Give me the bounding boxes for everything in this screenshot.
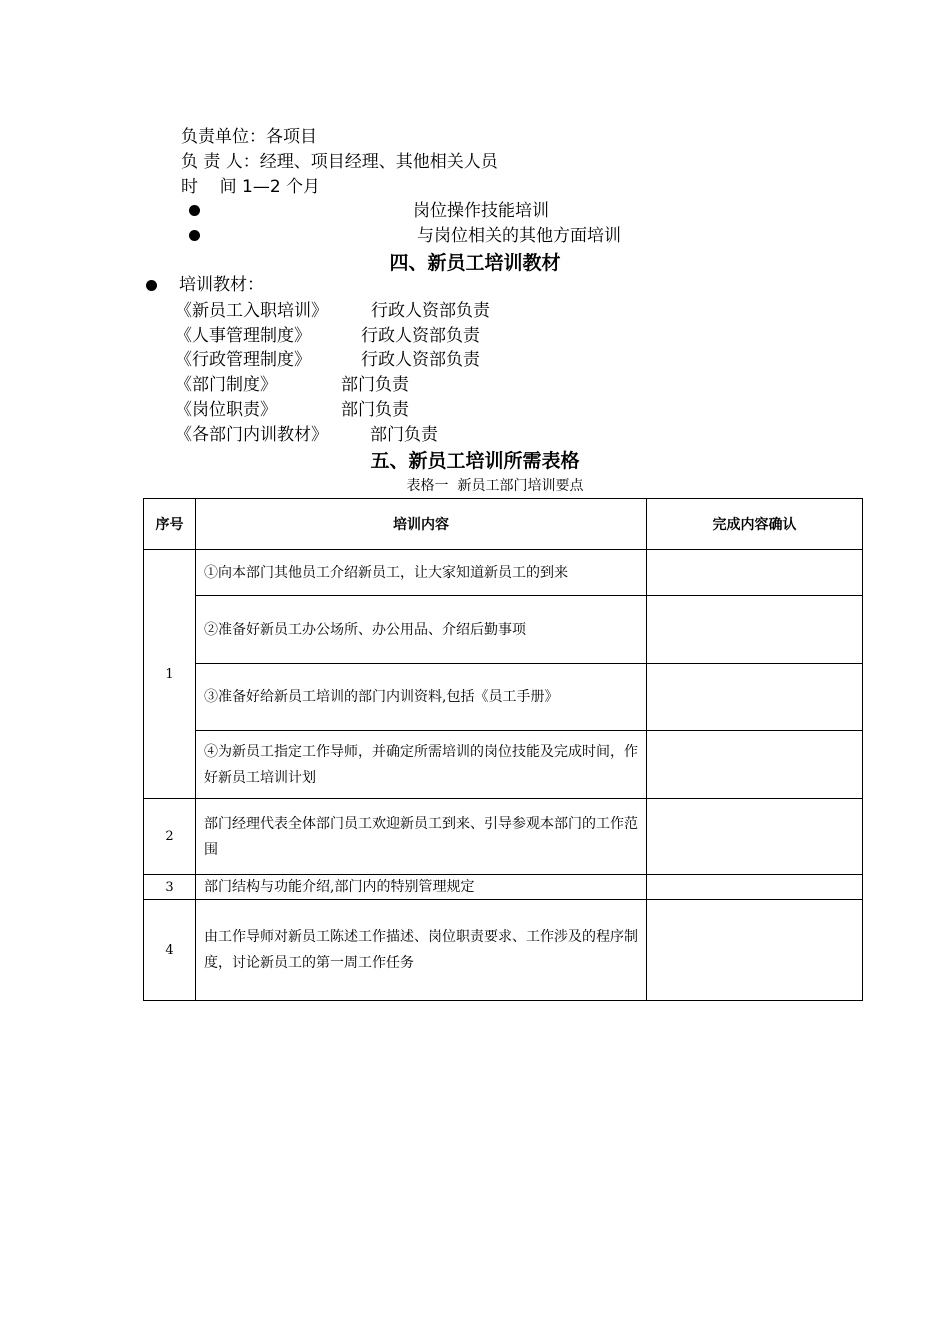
material-owner: 行政人资部负责 [361,350,480,370]
confirm-cell [647,664,863,731]
material-owner: 行政人资部负责 [371,301,490,321]
confirm-cell [647,799,863,875]
content-text: 部门经理代表全体部门员工欢迎新员工到来、引导参观本部门的工作范围 [204,815,638,858]
table-row [144,550,863,596]
table-row [144,875,863,900]
table-row [144,664,863,731]
content-cell [196,664,647,731]
confirm-cell [647,550,863,596]
header-seq: 序号 [144,499,196,550]
content-text: 部门结构与功能介绍,部门内的特别管理规定 [204,879,475,895]
section5-heading: 五、新员工培训所需表格 [370,450,580,472]
seq-cell: 1 [144,550,196,799]
seq-cell: 2 [144,799,196,875]
content-cell [196,900,647,1001]
table-row [144,900,863,1001]
material-name: 《人事管理制度》 [175,326,311,346]
material-name: 《部门制度》 [175,375,277,395]
confirm-cell [647,596,863,664]
table-row [144,596,863,664]
responsible-unit-line: 负责单位：各项目 [181,127,317,147]
bullet-dot-icon [146,280,157,291]
content-cell [196,875,647,900]
seq-cell: 4 [144,900,196,1001]
table-caption: 表格一 新员工部门培训要点 [406,478,584,494]
bullet-dot-icon [189,205,200,216]
table-header-row [144,499,863,550]
bullet-dot-icon [189,230,200,241]
section4-heading: 四、新员工培训教材 [389,252,561,274]
time-line: 时 间 1—2 个月 [181,177,321,197]
material-owner: 部门负责 [341,400,409,420]
material-owner: 部门负责 [341,375,409,395]
confirm-cell [647,900,863,1001]
material-name: 《新员工入职培训》 [175,301,328,321]
table-row [144,799,863,875]
content-text: ②准备好新员工办公场所、办公用品、介绍后勤事项 [204,621,526,638]
materials-label: 培训教材： [179,275,264,295]
training-table [143,498,863,1001]
content-cell [196,799,647,875]
confirm-cell [647,731,863,799]
seq-cell: 3 [144,875,196,900]
content-cell [196,550,647,596]
bullet-skill-training: 岗位操作技能培训 [413,201,549,221]
header-confirm: 完成内容确认 [647,499,863,550]
content-text: ③准备好给新员工培训的部门内训资料,包括《员工手册》 [204,689,559,705]
header-content: 培训内容 [196,499,647,550]
content-text: 由工作导师对新员工陈述工作描述、岗位职责要求、工作涉及的程序制度，讨论新员工的第一周工作任务 [204,929,638,971]
material-name: 《各部门内训教材》 [175,425,328,445]
bullet-other-training: 与岗位相关的其他方面培训 [417,226,621,246]
responsible-person-line: 负 责 人：经理、项目经理、其他相关人员 [181,152,498,172]
material-name: 《行政管理制度》 [175,350,311,370]
material-owner: 行政人资部负责 [361,326,480,346]
content-text: ①向本部门其他员工介绍新员工，让大家知道新员工的到来 [204,564,568,581]
table-row [144,731,863,799]
material-name: 《岗位职责》 [175,400,277,420]
material-owner: 部门负责 [370,425,438,445]
confirm-cell [647,875,863,900]
content-cell [196,731,647,799]
content-text: ④为新员工指定工作导师，并确定所需培训的岗位技能及完成时间，作好新员工培训计划 [204,743,638,786]
content-cell [196,596,647,664]
